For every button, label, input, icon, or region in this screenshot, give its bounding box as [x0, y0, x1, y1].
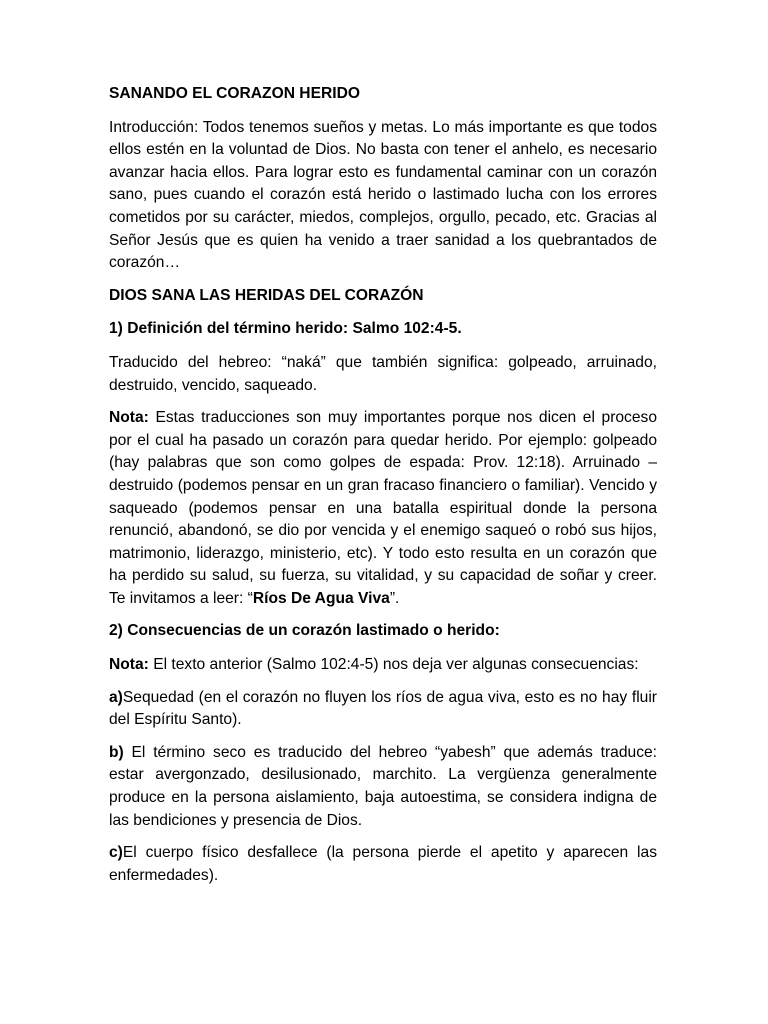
- point2-note-paragraph: [109, 654, 657, 677]
- section-heading: DIOS SANA LAS HERIDAS DEL CORAZÓN: [109, 286, 424, 304]
- note-reference-title: Ríos De Agua Viva: [252, 589, 390, 607]
- item-text: El término seco es traducido del hebreo “yabesh” que además traduce: estar avergonzado, desilusionado, marchito. La vergüenza generalmente produce en la persona aislamiento, baja autoestima, se considera indigna de las bendiciones y presencia de Dios.: [109, 743, 657, 829]
- note-text: Estas traducciones son muy importantes porque nos dicen el proceso por el cual ha pasado un corazón para quedar herido. Por ejemplo: golpeado (hay palabras que son como golpes de espada: Prov. 12:18). Arruinado – destruido (podemos pensar en un gran fracaso financiero o familiar). Vencido y saqueado (podemos pensar en una batalla espiritual donde la persona renunció, abandonó, se dio por vencida y el enemigo saqueó o robó sus hijos, matrimonio, liderazgo, ministerio, etc). Y todo esto resulta en un corazón que ha perdido su salud, su fuerza, su vitalidad, y su capacidad de soñar y creer. Te invitamos a leer: “: [109, 409, 657, 607]
- item-text: El cuerpo físico desfallece (la persona pierde el apetito y aparecen las enfermedades).: [109, 844, 657, 884]
- consequence-item-b: [109, 742, 657, 832]
- consequence-item-c: [109, 842, 657, 887]
- note-label: Nota:: [109, 656, 149, 674]
- item-label: c): [109, 844, 123, 862]
- note-text: El texto anterior (Salmo 102:4-5) nos deja ver algunas consecuencias:: [148, 656, 639, 674]
- point1-translation-paragraph: Traducido del hebreo: “naká” que también significa: golpeado, arruinado, destruido, vencido, saqueado.: [109, 353, 657, 394]
- introduction-paragraph: Introducción: Todos tenemos sueños y metas. Lo más importante es que todos ellos estén en la voluntad de Dios. No basta con tener el anhelo, es necesario avanzar hacia ellos. Para lograr esto es fundamental caminar con un corazón sano, pues cuando el corazón está herido o lastimado lucha con los errores cometidos por su carácter, miedos, complejos, orgullo, pecado, etc. Gracias al Señor Jesús que es quien ha venido a traer sanidad a los quebrantados de corazón…: [109, 118, 657, 272]
- document-title: SANANDO EL CORAZON HERIDO: [109, 85, 360, 102]
- item-text: Sequedad (en el corazón no fluyen los ríos de agua viva, esto es no hay fluir del Espíritu Santo).: [109, 688, 657, 729]
- point2-heading: 2) Consecuencias de un corazón lastimado o herido:: [109, 622, 500, 640]
- item-label: b): [109, 743, 124, 761]
- note-end: ”.: [389, 589, 400, 607]
- consequence-item-a: [109, 687, 657, 732]
- point1-heading: 1) Definición del término herido: Salmo 102:4-5.: [109, 320, 462, 338]
- point1-note-paragraph: [109, 407, 657, 610]
- document-page: [109, 83, 657, 897]
- note-label: Nota:: [109, 409, 149, 427]
- item-label: a): [109, 688, 123, 706]
